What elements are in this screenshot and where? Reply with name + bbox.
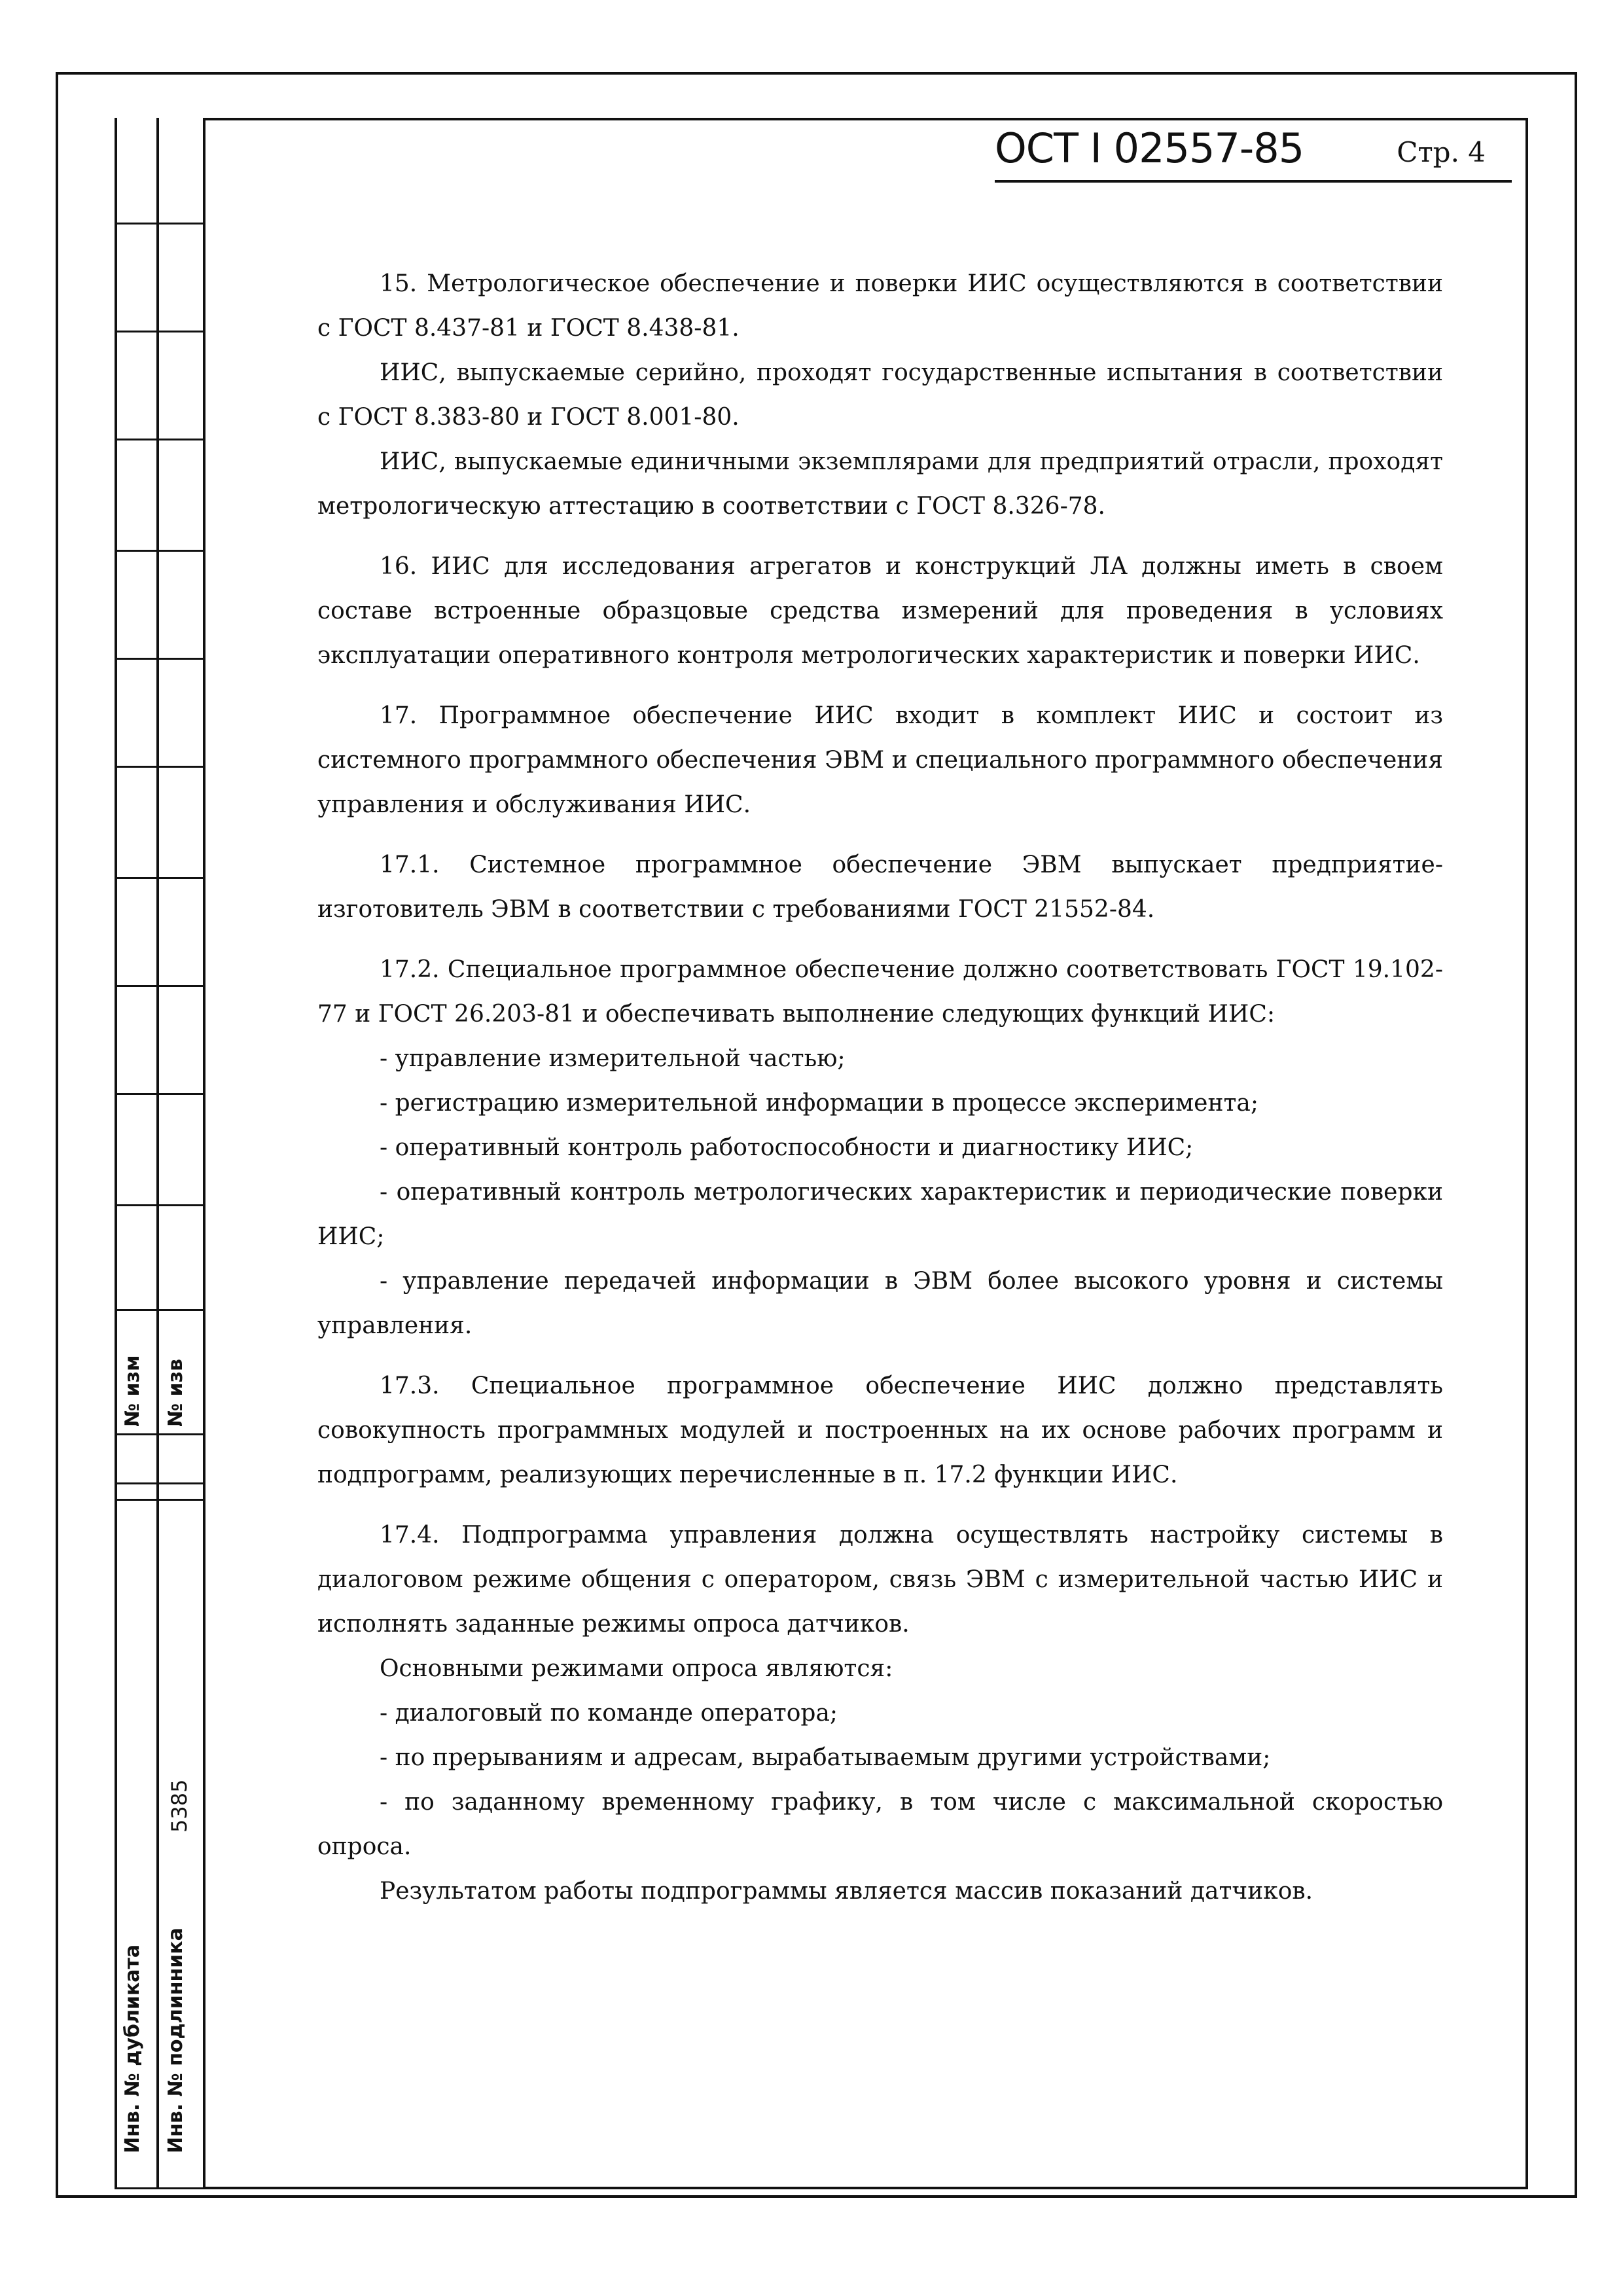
paragraph-15-serial: ИИС, выпускаемые серийно, проходят государственные испытания в соответствии с ГОСТ 8.383-80 и ГОСТ 8.001-80.: [317, 359, 1443, 431]
strip-rule: [115, 2187, 203, 2189]
list-item: - диалоговый по команде оператора;: [380, 1700, 838, 1727]
paragraph-17-3: 17.3. Специальное программное обеспечение ИИС должно представлять совокупность программных модулей и построенных на их основе рабочих программ и подпрограмм, реализующих перечисленные в п. 17.2 функции ИИС.: [317, 1372, 1443, 1488]
page-header: [995, 118, 1512, 183]
strip-rule: [115, 1499, 203, 1501]
strip-rule: [115, 766, 203, 768]
inv-dublikata-label: Инв. № дубликата: [121, 1944, 144, 2153]
izm-label: № изм: [121, 1355, 144, 1427]
paragraph-17-2: 17.2. Специальное программное обеспечение должно соответствовать ГОСТ 19.102-77 и ГОСТ 26.203-81 и обеспечивать выполнение следующих функций ИИС:: [317, 956, 1443, 1028]
paragraph-15: 15. Метрологическое обеспечение и поверки ИИС осуществляются в соответствии с ГОСТ 8.437-81 и ГОСТ 8.438-81.: [317, 270, 1443, 342]
document-body: [317, 262, 1443, 1914]
list-item: - управление передачей информации в ЭВМ более высокого уровня и системы управления.: [317, 1268, 1443, 1339]
paragraph-17-4: 17.4. Подпрограмма управления должна осуществлять настройку системы в диалоговом режиме общения с оператором, связь ЭВМ с измерительной частью ИИС и исполнять заданные режимы опроса датчиков.: [317, 1522, 1443, 1638]
list-item: - по прерываниям и адресам, вырабатываемым другими устройствами;: [380, 1744, 1271, 1771]
strip-rule: [115, 877, 203, 879]
list-item: - регистрацию измерительной информации в процессе эксперимента;: [380, 1090, 1258, 1117]
list-item: - управление измерительной частью;: [380, 1045, 846, 1072]
strip-rule: [115, 223, 203, 224]
strip-rule: [115, 985, 203, 987]
strip-rule: [115, 1204, 203, 1206]
strip-rule: [115, 331, 203, 332]
strip-divider: [156, 118, 159, 2189]
strip-rule: [115, 1309, 203, 1311]
strip-rule: [115, 550, 203, 552]
margin-stamp-strip: [115, 118, 203, 2189]
list-item: - оперативный контроль метрологических характеристик и периодические поверки ИИС;: [317, 1179, 1443, 1250]
paragraph-16: 16. ИИС для исследования агрегатов и конструкций ЛА должны иметь в своем составе встроенные образцовые средства измерений для проведения в условиях эксплуатации оперативного контроля метрологических характеристик и поверки ИИС.: [317, 553, 1443, 669]
strip-rule: [115, 439, 203, 440]
paragraph-17-4-intro: Основными режимами опроса являются:: [380, 1655, 893, 1682]
document-code: ОСТ I 02557-85: [995, 124, 1304, 172]
strip-rule: [115, 1482, 203, 1484]
izv-label: № изв: [164, 1359, 187, 1427]
page-number: Стр. 4: [1397, 136, 1486, 168]
paragraph-17-1: 17.1. Системное программное обеспечение ЭВМ выпускает предприятие-изготовитель ЭВМ в соответствии с требованиями ГОСТ 21552-84.: [317, 852, 1443, 923]
strip-rule: [115, 1433, 203, 1435]
strip-rule: [115, 1093, 203, 1095]
list-item: - по заданному временному графику, в том числе с максимальной скоростью опроса.: [317, 1789, 1443, 1860]
strip-rule: [115, 658, 203, 660]
paragraph-15-single: ИИС, выпускаемые единичными экземплярами для предприятий отрасли, проходят метрологическую аттестацию в соответствии с ГОСТ 8.326-78.: [317, 448, 1443, 520]
inv-podlinnika-value: 5385: [167, 1779, 192, 1833]
paragraph-17: 17. Программное обеспечение ИИС входит в комплект ИИС и состоит из системного программного обеспечения ЭВМ и специального программного обеспечения управления и обслуживания ИИС.: [317, 702, 1443, 818]
inv-podlinnika-label: Инв. № подлинника: [164, 1928, 187, 2153]
strip-border-left: [115, 118, 117, 2189]
paragraph-17-4-result: Результатом работы подпрограммы является массив показаний датчиков.: [380, 1878, 1313, 1905]
list-item: - оперативный контроль работоспособности и диагностику ИИС;: [380, 1134, 1194, 1161]
